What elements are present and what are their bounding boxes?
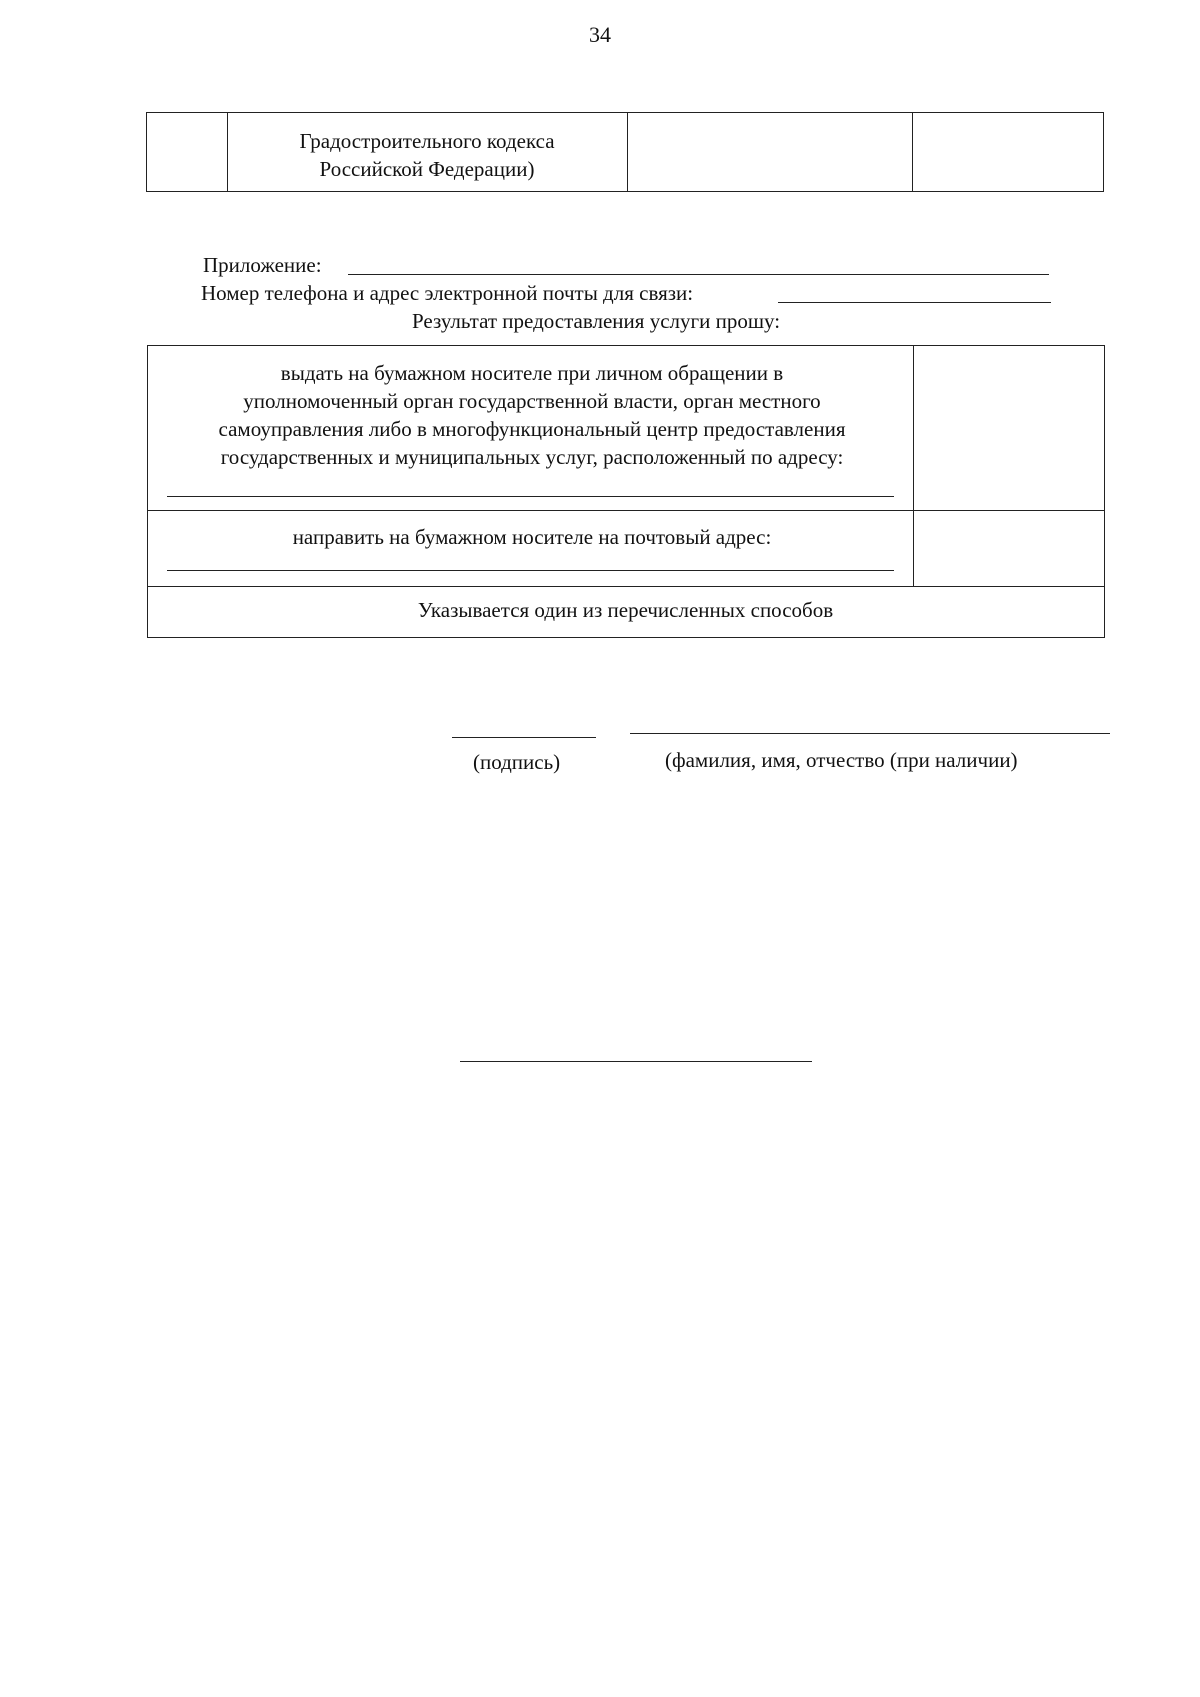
result-options-table	[147, 345, 1105, 638]
full-name-caption: (фамилия, имя, отчество (при наличии)	[665, 748, 1018, 772]
attachment-field[interactable]	[348, 274, 1049, 275]
table-divider	[148, 510, 1104, 511]
table-cell-text	[227, 127, 627, 183]
full-name-line[interactable]	[630, 733, 1110, 734]
postal-address-field[interactable]	[167, 570, 894, 571]
result-heading: Результат предоставления услуги прошу:	[412, 309, 781, 333]
table-divider	[912, 113, 913, 191]
contact-field[interactable]	[778, 302, 1051, 303]
page-number: 34	[589, 22, 611, 47]
signature-caption: (подпись)	[473, 750, 561, 774]
table-divider	[627, 113, 628, 191]
closing-separator	[460, 1061, 812, 1062]
option-line: уполномоченный орган государственной власти, орган местного	[243, 389, 821, 413]
option-in-person-text	[156, 359, 908, 471]
option-line: государственных и муниципальных услуг, расположенный по адресу:	[220, 445, 844, 469]
attachment-label: Приложение:	[203, 253, 322, 277]
top-table-row	[146, 112, 1104, 192]
table-divider	[913, 346, 914, 586]
result-note: Указывается один из перечисленных способов	[417, 598, 834, 622]
contact-label: Номер телефона и адрес электронной почты для связи:	[201, 281, 694, 305]
table-cell-line: Градостроительного кодекса	[299, 129, 555, 153]
option-line: выдать на бумажном носителе при личном обращении в	[280, 361, 784, 385]
signature-line[interactable]	[452, 737, 596, 738]
option-line: самоуправления либо в многофункциональный центр предоставления	[218, 417, 846, 441]
in-person-address-field[interactable]	[167, 496, 894, 497]
table-cell-line: Российской Федерации)	[319, 157, 535, 181]
option-post-text: направить на бумажном носителе на почтовый адрес:	[292, 525, 772, 549]
table-divider	[148, 586, 1104, 587]
